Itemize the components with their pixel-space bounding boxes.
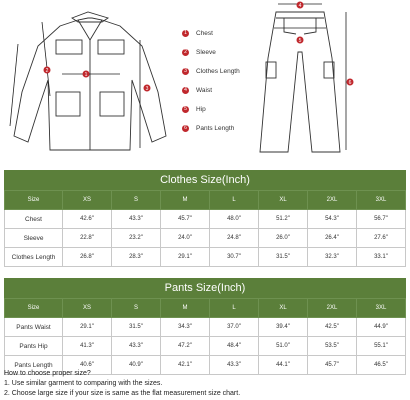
- table-cell: 27.6": [357, 229, 406, 248]
- table-cell: 51.2": [259, 210, 308, 229]
- legend-item-clothes-length: [182, 62, 240, 81]
- table-cell: 43.3": [112, 210, 161, 229]
- legend-item-pants-length: [182, 119, 240, 138]
- table-cell: 55.1": [357, 337, 406, 356]
- svg-text:5: 5: [298, 38, 302, 44]
- table-cell: 48.4": [210, 337, 259, 356]
- table-row: [5, 229, 406, 248]
- header-cell: 3XL: [357, 299, 406, 318]
- marker-icon: 1: [182, 30, 189, 37]
- table-cell: 26.0": [259, 229, 308, 248]
- table-cell: 44.1": [259, 356, 308, 375]
- marker-icon: 6: [182, 125, 189, 132]
- row-label: Clothes Length: [5, 248, 63, 267]
- header-cell: XS: [63, 191, 112, 210]
- table-cell: 47.2": [161, 337, 210, 356]
- sleeve-measure-line: [10, 44, 18, 126]
- pants-table-title: Pants Size(Inch): [4, 278, 406, 298]
- header-cell: 2XL: [308, 191, 357, 210]
- legend-item-hip: [182, 100, 240, 119]
- legend-item-chest: [182, 24, 240, 43]
- table-cell: 31.5": [259, 248, 308, 267]
- table-cell: 43.3": [112, 337, 161, 356]
- table-row: [5, 337, 406, 356]
- table-cell: 42.1": [161, 356, 210, 375]
- marker-icon: 2: [182, 49, 189, 56]
- table-cell: 37.0": [210, 318, 259, 337]
- table-row: [5, 318, 406, 337]
- table-cell: 43.3": [210, 356, 259, 375]
- table-cell: 40.6": [63, 356, 112, 375]
- svg-text:4: 4: [298, 3, 302, 9]
- tip-item: 1. Use similar garment to comparing with the sizes.: [4, 380, 163, 387]
- jacket-drawing: [14, 12, 166, 150]
- table-cell: 45.7": [308, 356, 357, 375]
- header-cell: L: [210, 299, 259, 318]
- table-cell: 31.5": [112, 318, 161, 337]
- table-cell: 41.3": [63, 337, 112, 356]
- table-cell: 34.3": [161, 318, 210, 337]
- legend-item-sleeve: [182, 43, 240, 62]
- table-cell: 28.3": [112, 248, 161, 267]
- table-row: [5, 210, 406, 229]
- table-cell: 26.4": [308, 229, 357, 248]
- svg-text:1: 1: [84, 72, 88, 78]
- svg-text:6: 6: [348, 80, 352, 86]
- table-cell: 53.5": [308, 337, 357, 356]
- legend-label: Clothes Length: [196, 68, 240, 75]
- measurement-legend: [182, 24, 240, 138]
- table-cell: 48.0": [210, 210, 259, 229]
- table-cell: 33.1": [357, 248, 406, 267]
- legend-label: Hip: [196, 106, 206, 113]
- table-cell: 44.9": [357, 318, 406, 337]
- header-cell: S: [112, 191, 161, 210]
- svg-text:2: 2: [45, 68, 49, 74]
- table-cell: 56.7": [357, 210, 406, 229]
- legend-label: Pants Length: [196, 125, 235, 132]
- marker-icon: 3: [182, 68, 189, 75]
- clothes-table-title: Clothes Size(Inch): [4, 170, 406, 190]
- header-cell: Size: [5, 191, 63, 210]
- table-cell: 51.0": [259, 337, 308, 356]
- header-cell: S: [112, 299, 161, 318]
- clothes-size-table: [4, 170, 406, 267]
- row-label: Pants Length: [5, 356, 63, 375]
- sizing-tips: [4, 369, 240, 399]
- table-cell: 42.5": [308, 318, 357, 337]
- table-cell: 24.0": [161, 229, 210, 248]
- table-cell: 29.1": [161, 248, 210, 267]
- header-cell: Size: [5, 299, 63, 318]
- table-cell: 23.2": [112, 229, 161, 248]
- pants-size-table: [4, 278, 406, 375]
- table-cell: 54.3": [308, 210, 357, 229]
- table-row: [5, 248, 406, 267]
- table-cell: 30.7": [210, 248, 259, 267]
- tips-heading: How to choose proper size?: [4, 370, 91, 377]
- legend-label: Sleeve: [196, 49, 216, 56]
- table-cell: 42.6": [63, 210, 112, 229]
- table-cell: 26.8": [63, 248, 112, 267]
- table-header-row: [5, 191, 406, 210]
- legend-label: Waist: [196, 87, 213, 94]
- marker-icon: 5: [182, 106, 189, 113]
- pants-drawing: [260, 12, 340, 152]
- marker-icon: 4: [182, 87, 189, 94]
- header-cell: 2XL: [308, 299, 357, 318]
- table-cell: 24.8": [210, 229, 259, 248]
- header-cell: XL: [259, 191, 308, 210]
- row-label: Chest: [5, 210, 63, 229]
- row-label: Sleeve: [5, 229, 63, 248]
- header-cell: L: [210, 191, 259, 210]
- header-cell: M: [161, 299, 210, 318]
- table-cell: 40.9": [112, 356, 161, 375]
- legend-label: Chest: [196, 30, 213, 37]
- table-header-row: [5, 299, 406, 318]
- table-cell: 46.5": [357, 356, 406, 375]
- header-cell: XL: [259, 299, 308, 318]
- header-cell: M: [161, 191, 210, 210]
- table-cell: 32.3": [308, 248, 357, 267]
- row-label: Pants Waist: [5, 318, 63, 337]
- svg-text:3: 3: [145, 86, 149, 92]
- table-cell: 39.4": [259, 318, 308, 337]
- header-cell: XS: [63, 299, 112, 318]
- tip-item: 2. Choose large size if your size is same as the flat measurement size chart.: [4, 390, 241, 397]
- table-cell: 22.8": [63, 229, 112, 248]
- table-cell: 29.1": [63, 318, 112, 337]
- table-cell: 45.7": [161, 210, 210, 229]
- row-label: Pants Hip: [5, 337, 63, 356]
- header-cell: 3XL: [357, 191, 406, 210]
- legend-item-waist: [182, 81, 240, 100]
